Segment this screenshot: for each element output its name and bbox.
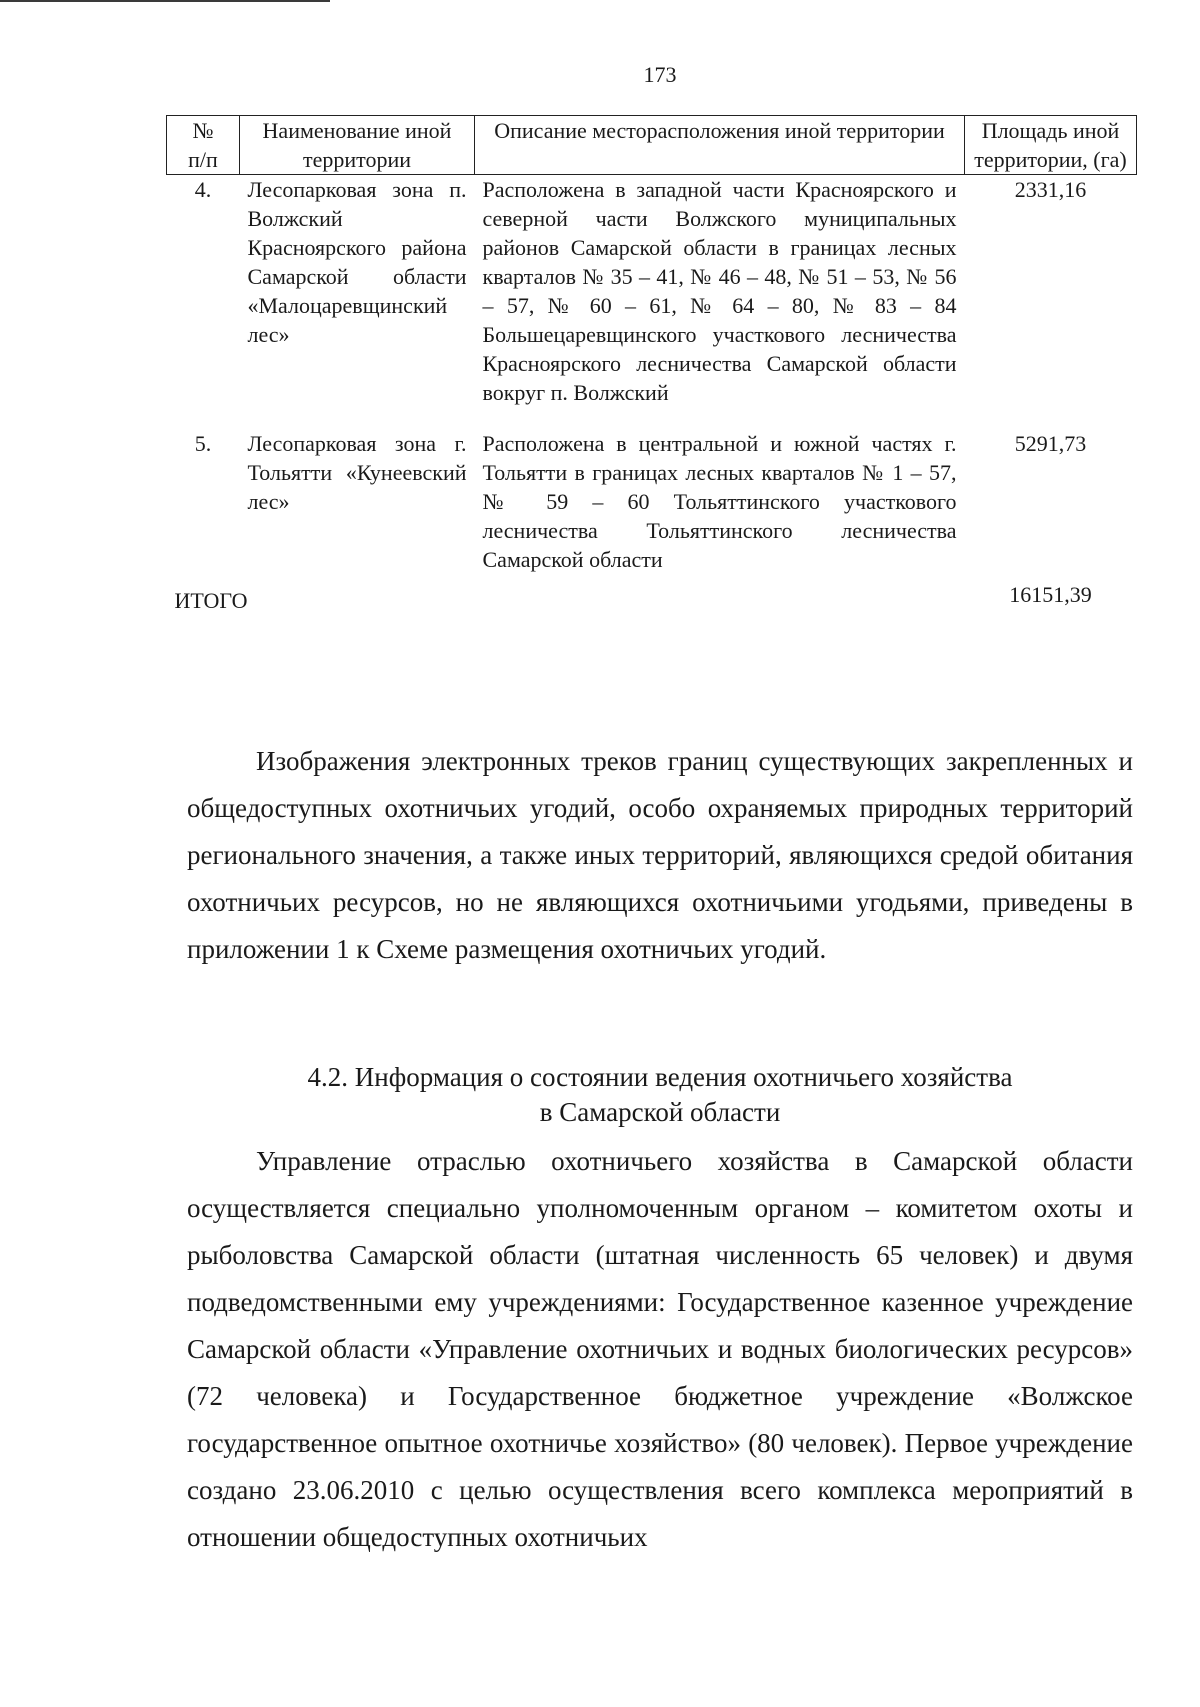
row-area: 2331,16	[1014, 177, 1087, 202]
table-row	[167, 429, 1137, 574]
table-header-row	[167, 116, 1137, 175]
total-label: ИТОГО	[174, 588, 248, 613]
row-num: 4.	[194, 177, 212, 202]
paragraph-management-text: Управление отраслью охотничьего хозяйства в Самарской области осуществляется специально уполномоченным органом – комитетом охоты и рыболовства Самарской области (штатная численность 65 человек) и двумя подведомственными ему учреждениями: Государственное казенное учреждение Самарской области «Управление охотничьих и водных биологических ресурсов» (72 человека) и Государственное бюджетное учреждение «Волжское государственное опытное охотничье хозяйство» (80 человек). Первое учреждение создано 23.06.2010 с целью осуществления всего комплекса мероприятий в отношении общедоступных охотничьих	[187, 1146, 1133, 1552]
row-area: 5291,73	[1014, 431, 1087, 456]
table-row	[167, 175, 1137, 430]
section-heading-line-2: в Самарской области	[539, 1097, 781, 1127]
row-name: Лесопарковая зона п. Волжский Красноярского района Самарской области «Малоцаревщинский лес»	[247, 177, 467, 347]
paragraph-management	[187, 1138, 1133, 1561]
row-desc: Расположена в центральной и южной частях г. Тольятти в границах лесных кварталов № 1 – 57, № 59 – 60 Тольяттинского участкового лесничества Тольяттинского лесничества Самарской области	[482, 431, 957, 572]
scan-edge-line	[0, 0, 330, 2]
page-number: 173	[643, 62, 677, 87]
territories-table	[166, 115, 1137, 613]
header-area: Площадь иной территории, (га)	[965, 116, 1137, 175]
header-num: № п/п	[167, 116, 240, 175]
row-num: 5.	[194, 431, 212, 456]
paragraph-tracks	[187, 738, 1133, 973]
header-desc: Описание месторасположения иной территории	[475, 116, 965, 175]
total-area: 16151,39	[1009, 582, 1092, 607]
header-name: Наименование иной территории	[240, 116, 475, 175]
paragraph-tracks-text: Изображения электронных треков границ существующих закрепленных и общедоступных охотничьих угодий, особо охраняемых природных территорий регионального значения, а также иных территорий, являющихся средой обитания охотничьих ресурсов, но не являющихся охотничьими угодьями, приведены в приложении 1 к Схеме размещения охотничьих угодий.	[187, 746, 1133, 964]
section-heading	[187, 1060, 1133, 1130]
row-desc: Расположена в западной части Красноярского и северной части Волжского муниципальных районов Самарской области в границах лесных кварталов № 35 – 41, № 46 – 48, № 51 – 53, № 56 – 57, № 60 – 61, № 64 – 80, № 83 – 84 Большецаревщинского участкового лесничества Красноярского лесничества Самарской области вокруг п. Волжский	[482, 177, 957, 405]
section-heading-line-1: 4.2. Информация о состоянии ведения охотничьего хозяйства	[307, 1062, 1013, 1092]
row-name: Лесопарковая зона г. Тольятти «Кунеевский лес»	[247, 431, 467, 514]
table-total-row	[167, 574, 1137, 609]
